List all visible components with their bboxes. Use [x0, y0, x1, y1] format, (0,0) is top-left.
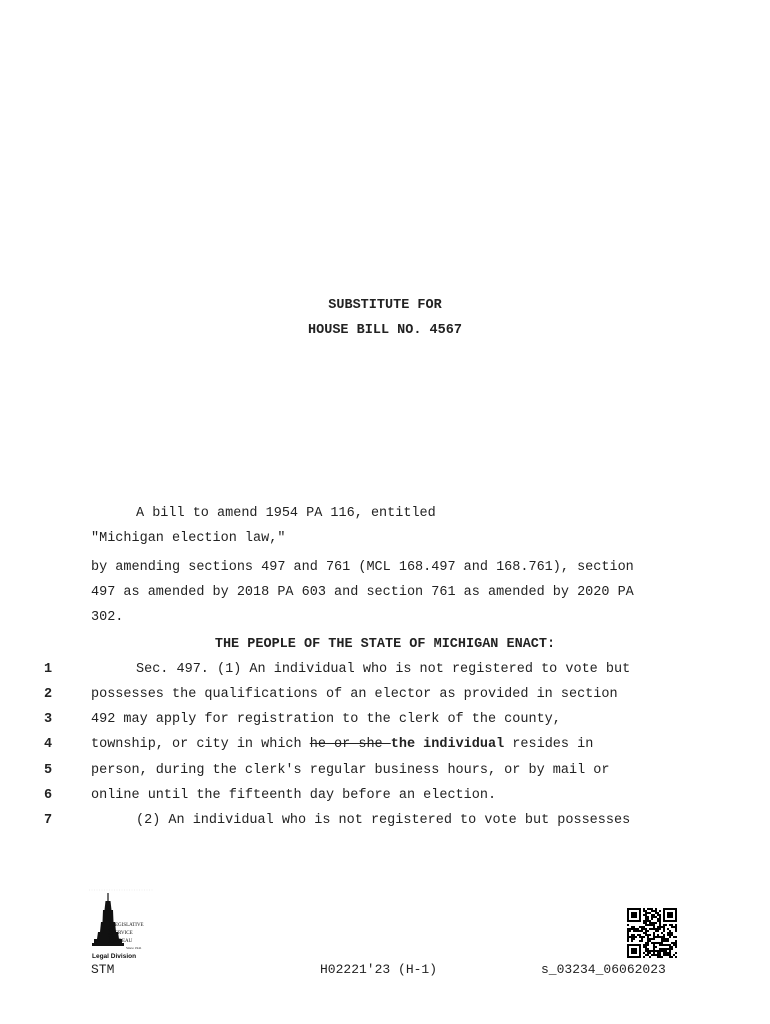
line-number: 7 — [44, 813, 53, 828]
struck-text: he or she — [309, 737, 391, 752]
line-number: 2 — [44, 687, 53, 702]
logo-since: Since 1941 — [126, 946, 142, 950]
inserted-text: the individual — [390, 737, 505, 752]
line-number: 4 — [44, 737, 53, 752]
logo-initial-l: L — [108, 919, 115, 930]
line-number: 5 — [44, 763, 53, 778]
document-title-line-2: HOUSE BILL NO. 4567 — [308, 323, 462, 338]
document-title-line-1: SUBSTITUTE FOR — [328, 298, 442, 313]
logo-initial-s: S — [108, 927, 114, 938]
preamble-line-5: 302. — [91, 610, 124, 625]
logo-word-3: UREAU — [115, 939, 133, 944]
line-number: 1 — [44, 662, 53, 677]
preamble-line-2: "Michigan election law," — [91, 531, 286, 546]
body-line-3: 492 may apply for registration to the clerk of the county, — [91, 712, 561, 727]
legislative-service-bureau-logo — [88, 888, 154, 962]
line-number: 6 — [44, 788, 53, 803]
body-line-2: possesses the qualifications of an elector as provided in section — [91, 687, 618, 702]
preamble-line-1: A bill to amend 1954 PA 116, entitled — [136, 506, 436, 521]
qr-code — [627, 908, 677, 958]
body-line-5: person, during the clerk's regular business hours, or by mail or — [91, 763, 610, 778]
logo-word-2: ERVICE — [115, 931, 133, 936]
preamble-line-3: by amending sections 497 and 761 (MCL 168.497 and 168.761), section — [91, 560, 634, 575]
body-line-4 — [91, 737, 593, 752]
body-line-1: Sec. 497. (1) An individual who is not registered to vote but — [136, 662, 631, 677]
body-line-4-text-end: resides in — [504, 737, 594, 752]
footer-drafter-initials: STM — [91, 962, 115, 977]
logo-initial-b: B — [108, 935, 115, 946]
enacting-clause: THE PEOPLE OF THE STATE OF MICHIGAN ENACT: — [214, 637, 556, 652]
body-line-4-text: township, or city in which — [91, 737, 310, 752]
footer-bill-draft-number: H02221'23 (H-1) — [320, 962, 438, 977]
body-line-7: (2) An individual who is not registered to vote but possesses — [136, 813, 631, 828]
preamble-line-4: 497 as amended by 2018 PA 603 and section 761 as amended by 2020 PA — [91, 585, 634, 600]
line-number: 3 — [44, 712, 53, 727]
logo-word-1: EGISLATIVE — [115, 923, 144, 928]
footer-document-id: s_03234_06062023 — [541, 962, 666, 977]
body-line-6: online until the fifteenth day before an election. — [91, 788, 497, 803]
logo-division: Legal Division — [92, 953, 137, 960]
